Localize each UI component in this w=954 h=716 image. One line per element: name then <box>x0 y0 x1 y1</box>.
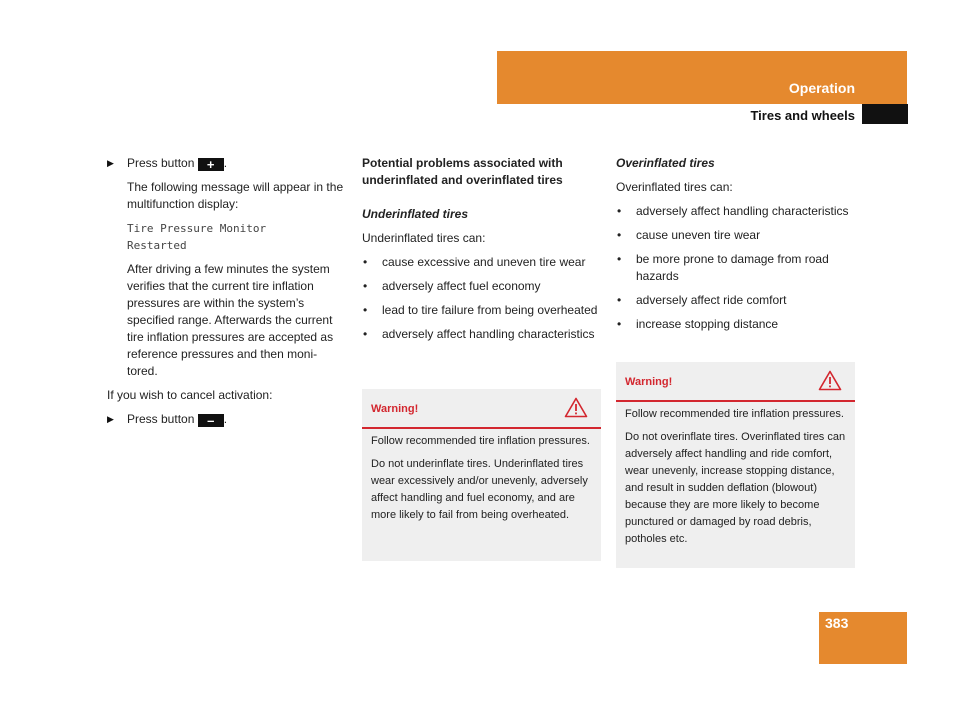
list-item: • be more prone to damage from road hazards <box>616 251 855 285</box>
step-text: Press button <box>127 412 195 426</box>
section-title: Operation <box>788 80 855 96</box>
step-press-plus <box>107 155 345 172</box>
underinflated-heading: Underinflated tires <box>362 207 469 221</box>
subsection-title: Tires and wheels <box>750 108 855 123</box>
warning-title: Warning! <box>625 376 673 388</box>
problems-heading: Potential problems associated with underinflated and overinflated tires <box>362 156 563 187</box>
warning-header <box>616 362 855 402</box>
overinflated-intro: Overinflated tires can: <box>616 180 733 194</box>
list-item: • increase stopping distance <box>616 316 855 333</box>
subsection-marker <box>862 104 908 124</box>
list-item: • cause excessive and uneven tire wear <box>362 254 601 271</box>
step-suffix: . <box>223 412 228 426</box>
column-2 <box>362 155 601 350</box>
list-item: • adversely affect fuel economy <box>362 278 601 295</box>
warning-text-1: Follow recommended tire inflation pressures. <box>371 435 590 447</box>
plus-button-icon: + <box>198 158 224 171</box>
warning-box-overinflated <box>616 362 855 568</box>
warning-triangle-icon <box>564 397 588 424</box>
warning-triangle-icon <box>818 370 842 397</box>
warning-header <box>362 389 601 429</box>
warning-box-underinflated <box>362 389 601 561</box>
display-message-line-2: Restarted <box>127 239 187 252</box>
list-item: • adversely affect ride comfort <box>616 292 855 309</box>
list-item: • cause uneven tire wear <box>616 227 855 244</box>
underinflated-list <box>362 254 601 343</box>
warning-text-2: Do not overinflate tires. Overinflated tires can adversely affect handling and ride comfort, wear unevenly, increase stopping distance, and result in sudden deflation (blowout) because they are more likely to become punctured or damaged by road debris, potholes etc. <box>625 431 846 545</box>
list-item: • adversely affect handling characteristics <box>362 326 601 343</box>
underinflated-intro: Underinflated tires can: <box>362 231 486 245</box>
warning-text-1: Follow recommended tire inflation pressures. <box>625 408 844 420</box>
message-intro: The following message will appear in the multifunction display: <box>127 180 344 211</box>
page-number: 383 <box>825 615 849 631</box>
explanation-text: After driving a few minutes the system verifies that the current tire inflation pressures are within the system’s specified range. Afterwards the current tire inflation pressures are accepted as reference pressures and then moni-tored. <box>127 262 334 378</box>
step-text: Press button <box>127 156 195 170</box>
triangle-right-icon: ▶ <box>107 158 114 168</box>
warning-title: Warning! <box>371 403 419 415</box>
cancel-intro: If you wish to cancel activation: <box>107 388 273 402</box>
display-message-line-1: Tire Pressure Monitor <box>127 222 267 235</box>
minus-button-icon: – <box>198 414 224 427</box>
list-item: • adversely affect handling characteristics <box>616 203 855 220</box>
overinflated-list <box>616 203 855 333</box>
step-suffix: . <box>223 156 228 170</box>
list-item: • lead to tire failure from being overheated <box>362 302 601 319</box>
triangle-right-icon: ▶ <box>107 414 114 424</box>
page-number-box <box>819 612 907 664</box>
column-1 <box>107 155 345 435</box>
overinflated-heading: Overinflated tires <box>616 156 715 170</box>
column-3 <box>616 155 855 340</box>
step-press-minus <box>107 411 345 428</box>
warning-text-2: Do not underinflate tires. Underinflated tires wear excessively and/or unevenly, adversely affect handling and fuel economy, and are more likely to fail from being overheated. <box>371 458 588 521</box>
